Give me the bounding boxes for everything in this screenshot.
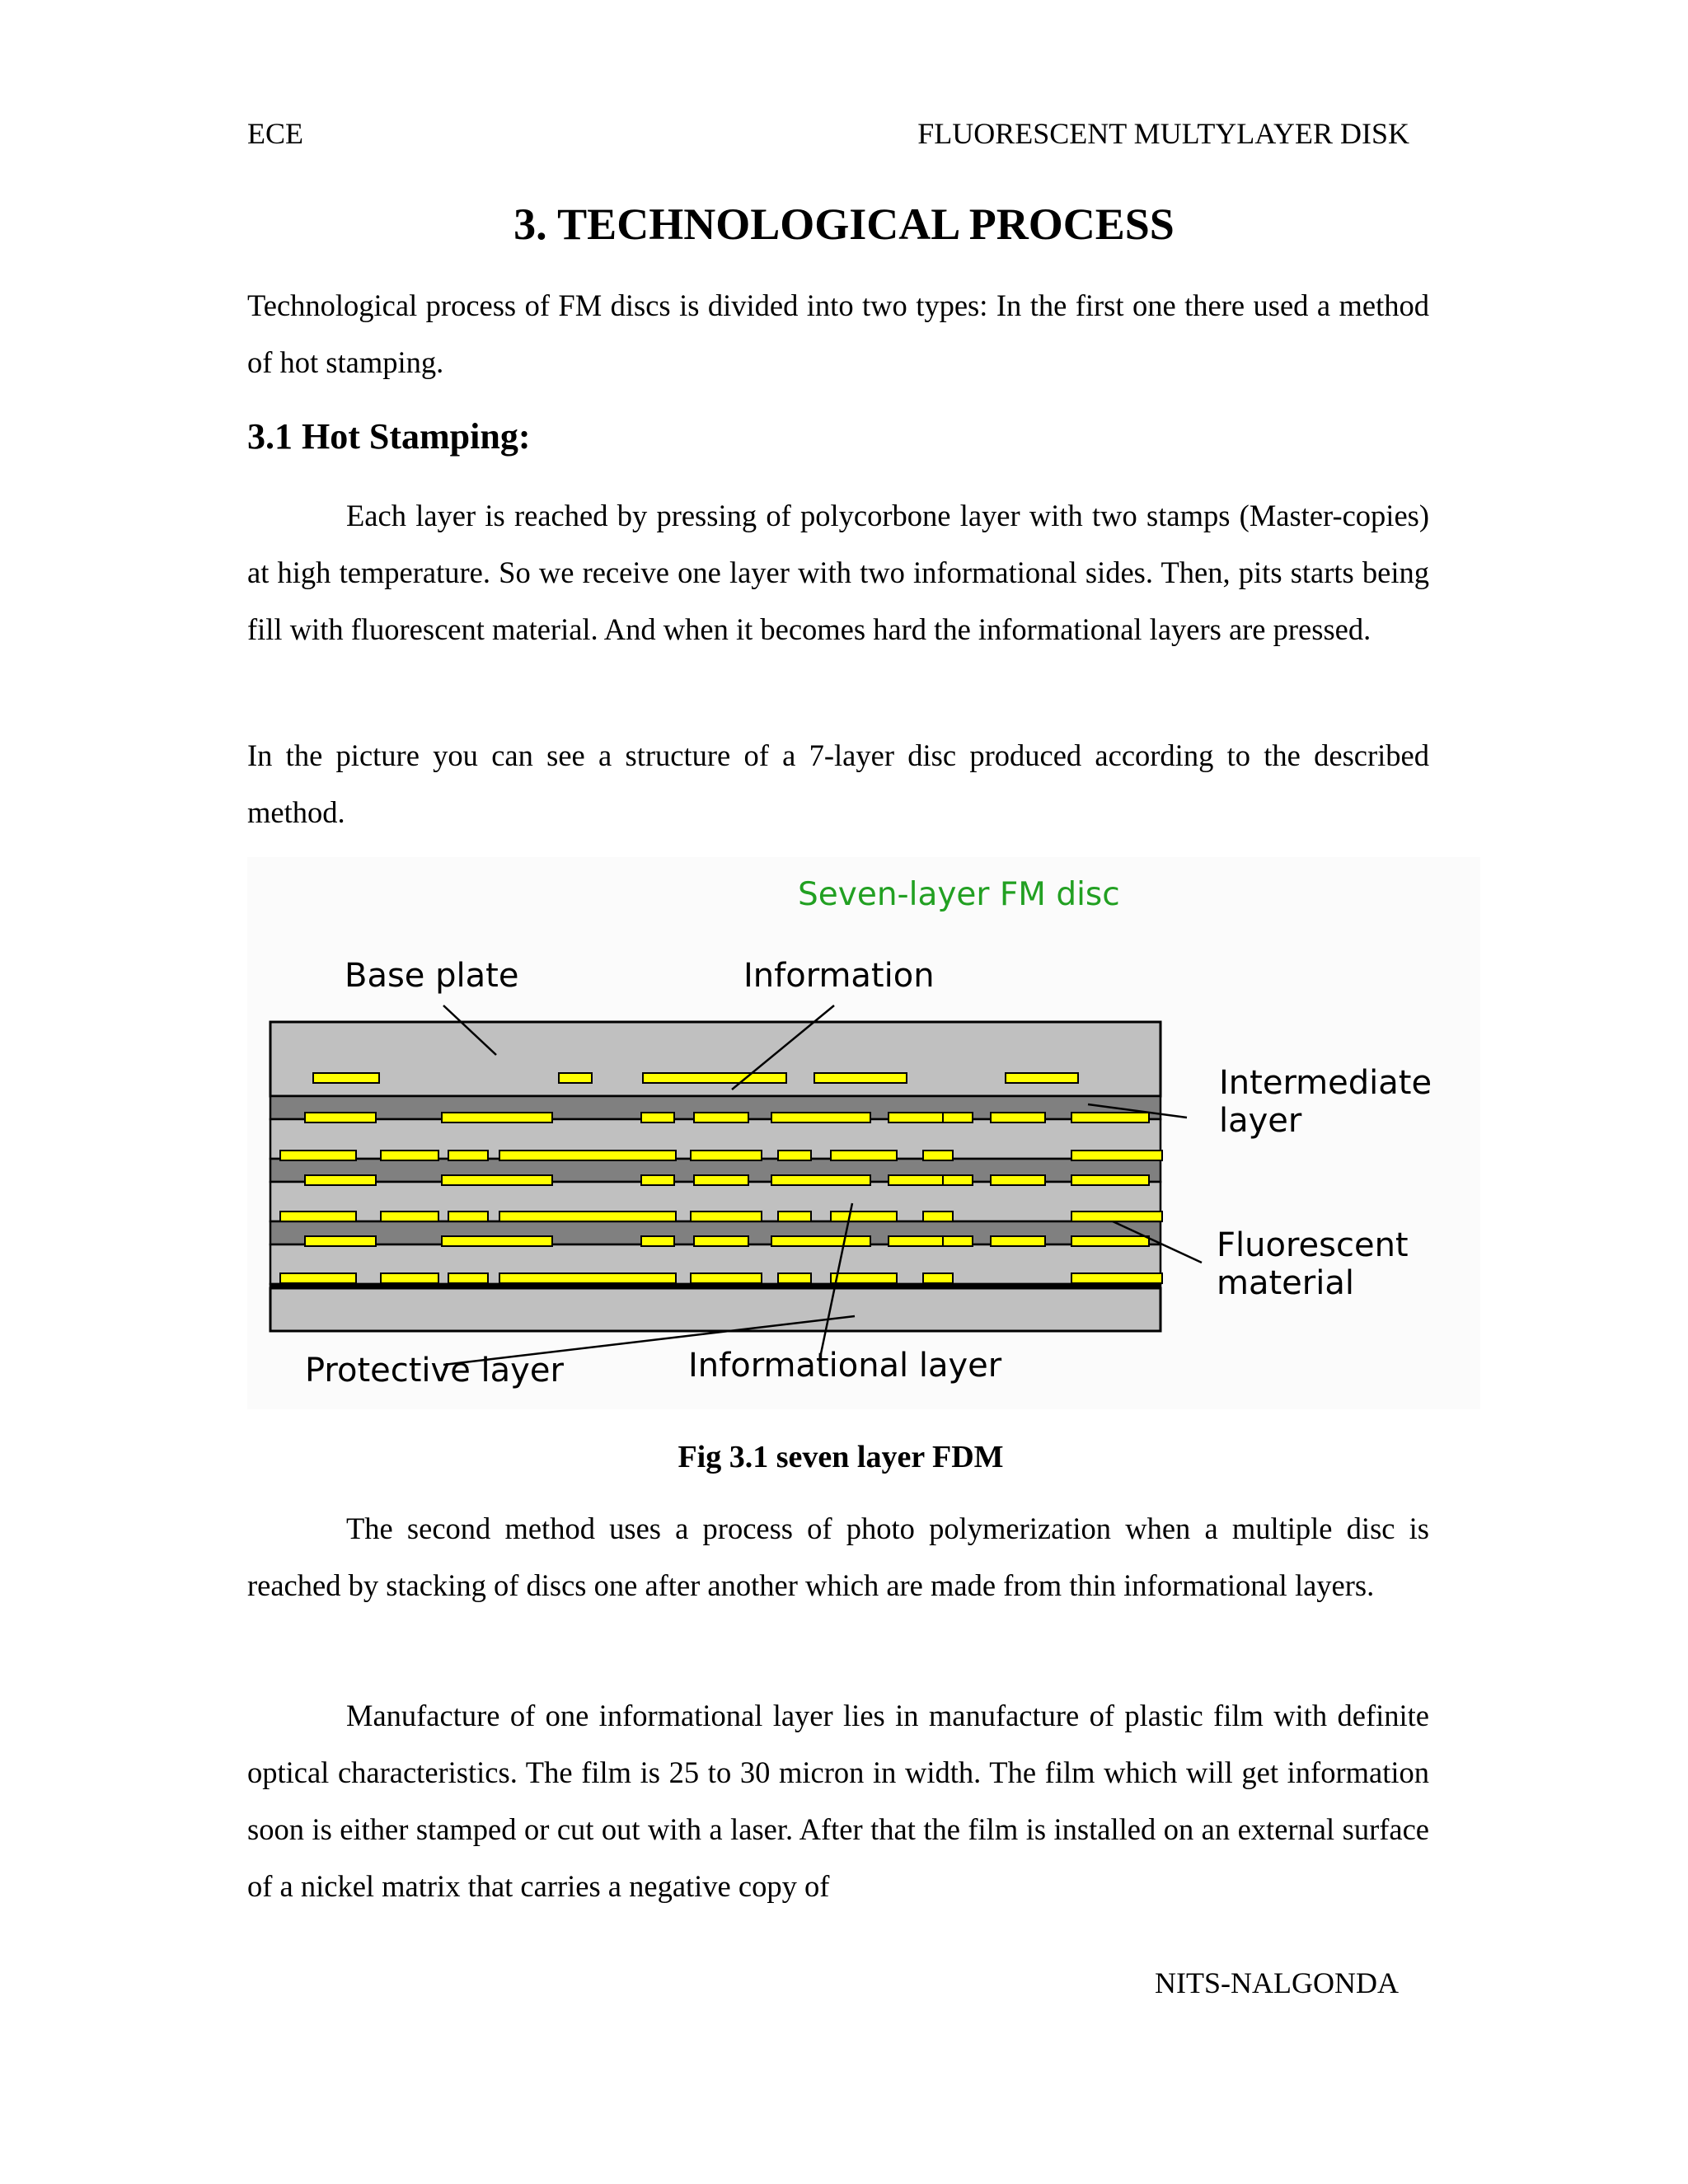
fluorescent-pit — [694, 1113, 748, 1122]
intro-paragraph: Technological process of FM discs is divided into two types: In the first one there used a method of hot stamping. — [247, 288, 1429, 379]
label-fluorescent-2: material — [1217, 1264, 1354, 1302]
figure-title: Seven-layer FM disc — [798, 876, 1120, 913]
fluorescent-pit — [691, 1273, 762, 1283]
fluorescent-pit — [694, 1175, 748, 1185]
fluorescent-pit — [943, 1236, 973, 1246]
fluorescent-pit — [694, 1236, 748, 1246]
fluorescent-pit — [1071, 1175, 1149, 1185]
fluorescent-pit — [442, 1236, 552, 1246]
fluorescent-pit — [991, 1113, 1045, 1122]
fluorescent-pit — [889, 1113, 946, 1122]
fluorescent-pit — [442, 1113, 552, 1122]
label-fluorescent-1: Fluorescent — [1217, 1226, 1409, 1264]
fluorescent-pit — [778, 1273, 811, 1283]
fluorescent-pit — [991, 1236, 1045, 1246]
fluorescent-pit — [559, 1073, 592, 1083]
label-base-plate: Base plate — [345, 957, 519, 995]
footer: NITS-NALGONDA — [1155, 1966, 1399, 1999]
fluorescent-pit — [280, 1273, 356, 1283]
hot-stamping-paragraph: Each layer is reached by pressing of polycorbone layer with two stamps (Master-copies) at high temperature. So we receive one layer with two informational sides. Then, pits starts being fill with fluorescent material. And when it becomes hard the informational layers are pressed. — [247, 499, 1429, 646]
fluorescent-pit — [305, 1175, 376, 1185]
fluorescent-pit — [280, 1151, 356, 1160]
fluorescent-pit — [1071, 1151, 1162, 1160]
fluorescent-pit — [1071, 1273, 1162, 1283]
header-left: ECE — [247, 117, 303, 150]
header-right: FLUORESCENT MULTYLAYER DISK — [917, 117, 1409, 150]
label-intermediate-2: layer — [1219, 1102, 1302, 1140]
fluorescent-pit — [280, 1212, 356, 1221]
fluorescent-pit — [923, 1212, 953, 1221]
label-protective: Protective layer — [305, 1352, 564, 1390]
fluorescent-pit — [1071, 1212, 1162, 1221]
fluorescent-pit — [305, 1113, 376, 1122]
base-plate-layer — [270, 1022, 1160, 1096]
label-information: Information — [743, 957, 935, 995]
fluorescent-pit — [831, 1151, 897, 1160]
fluorescent-pit — [889, 1236, 946, 1246]
fluorescent-pit — [641, 1113, 674, 1122]
fluorescent-pit — [381, 1273, 438, 1283]
fluorescent-pit — [814, 1073, 907, 1083]
fluorescent-pit — [1071, 1113, 1149, 1122]
fluorescent-pit — [831, 1273, 897, 1283]
fluorescent-pit — [442, 1175, 552, 1185]
manufacture-paragraph: Manufacture of one informational layer lies in manufacture of plastic film with definite optical characteristics. The film is 25 to 30 micron in width. The film which will get information soon is either stamped or cut out with a laser. After that the film is installed on an external surface of a nickel matrix that carries a negative copy of — [247, 1699, 1429, 1903]
fluorescent-pit — [499, 1151, 676, 1160]
fluorescent-pit — [771, 1113, 870, 1122]
picture-paragraph: In the picture you can see a structure of a 7-layer disc produced according to the described method. — [247, 738, 1429, 829]
fluorescent-pit — [641, 1175, 674, 1185]
fluorescent-pit — [831, 1212, 897, 1221]
protective-layer — [270, 1288, 1160, 1331]
fluorescent-pit — [1071, 1236, 1149, 1246]
label-intermediate-1: Intermediate — [1219, 1064, 1432, 1102]
fluorescent-pit — [305, 1236, 376, 1246]
section-heading: 3.1 Hot Stamping: — [247, 416, 531, 457]
fluorescent-pit — [691, 1151, 762, 1160]
fluorescent-pit — [641, 1236, 674, 1246]
fluorescent-pit — [499, 1273, 676, 1283]
fluorescent-pit — [499, 1212, 676, 1221]
fluorescent-pit — [923, 1151, 953, 1160]
page-title: 3. TECHNOLOGICAL PROCESS — [513, 199, 1175, 249]
fluorescent-pit — [313, 1073, 379, 1083]
fluorescent-pit — [943, 1175, 973, 1185]
photo-polymerization-paragraph: The second method uses a process of photo polymerization when a multiple disc is reached by stacking of discs one after another which are made from thin informational layers. — [247, 1511, 1429, 1602]
fluorescent-pit — [778, 1212, 811, 1221]
fluorescent-pit — [691, 1212, 762, 1221]
fluorescent-pit — [448, 1212, 488, 1221]
fluorescent-pit — [643, 1073, 786, 1083]
fluorescent-pit — [943, 1113, 973, 1122]
fluorescent-pit — [889, 1175, 946, 1185]
fluorescent-pit — [778, 1151, 811, 1160]
seven-layer-disc-figure — [247, 857, 1480, 1409]
fluorescent-pit — [923, 1273, 953, 1283]
fluorescent-pit — [448, 1273, 488, 1283]
fluorescent-pit — [991, 1175, 1045, 1185]
fluorescent-pit — [1006, 1073, 1078, 1083]
fluorescent-pit — [448, 1151, 488, 1160]
fluorescent-pit — [771, 1175, 870, 1185]
fluorescent-pit — [381, 1151, 438, 1160]
figure-caption: Fig 3.1 seven layer FDM — [678, 1440, 1004, 1474]
fluorescent-pit — [771, 1236, 870, 1246]
disc-cross-section — [270, 1022, 1162, 1331]
fluorescent-pit — [381, 1212, 438, 1221]
label-informational: Informational layer — [688, 1347, 1002, 1385]
